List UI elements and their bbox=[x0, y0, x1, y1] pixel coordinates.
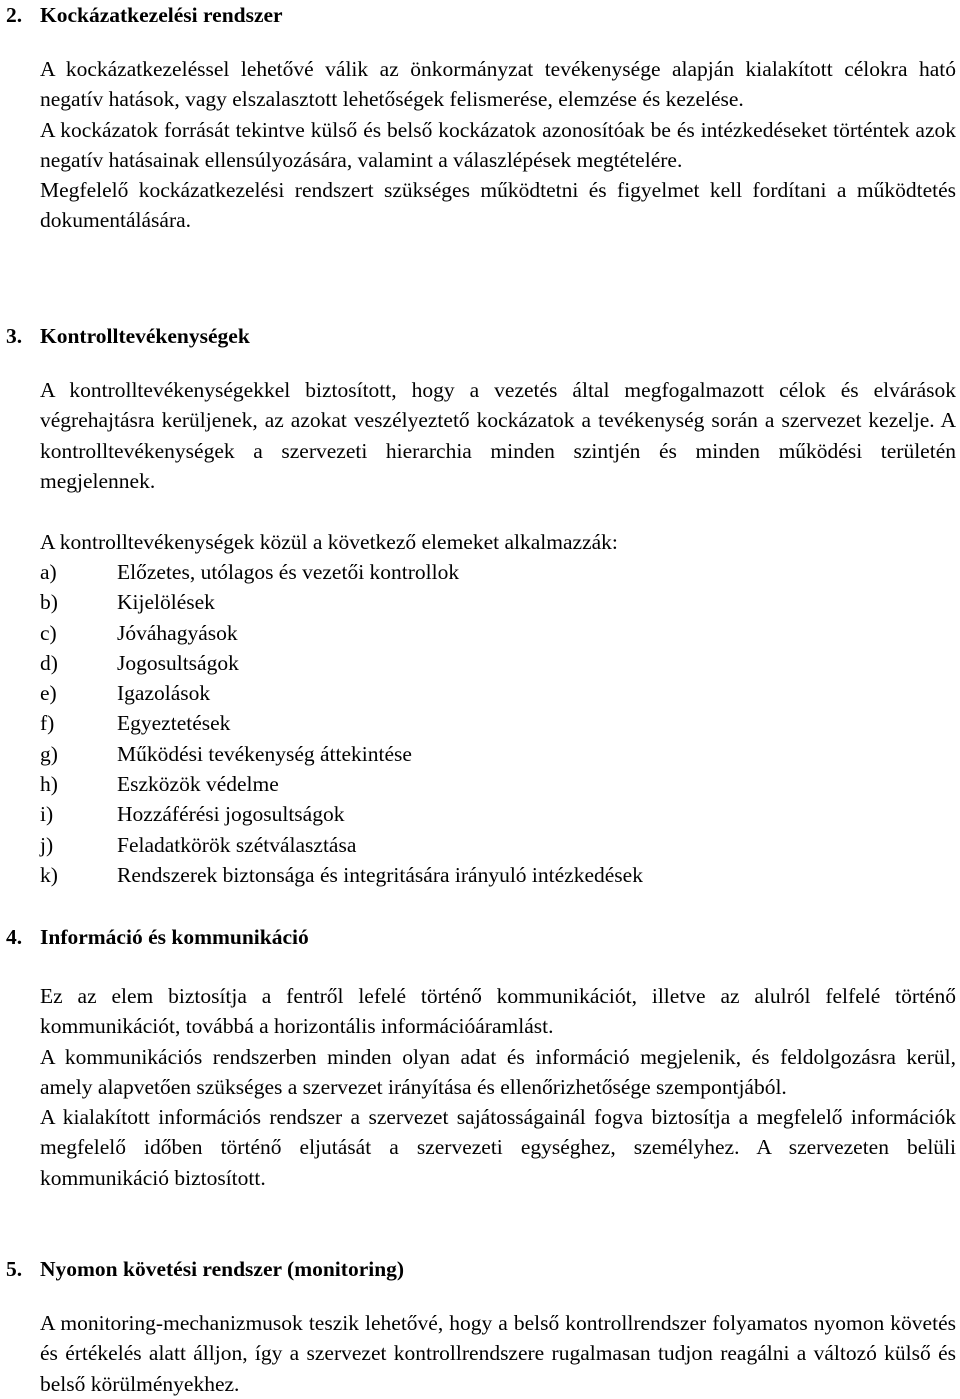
section-2-paragraph-2: A kockázatok forrását tekintve külső és belső kockázatok azonosítóak be és intézkedéseket történtek azok negatív hatásainak ellensúlyozására, valamint a válaszlépések megtételére. bbox=[40, 117, 956, 172]
section-5-title: Nyomon követési rendszer (monitoring) bbox=[40, 1257, 405, 1281]
list-item-text: Eszközök védelme bbox=[117, 772, 279, 797]
section-5-paragraph-1: A monitoring-mechanizmusok teszik lehetővé, hogy a belső kontrollrendszer folyamatos nyomon követés és értékelés alatt álljon, így a szervezet kontrollrendszere rugalmasan tudjon reagálni a változó külső és belső körülményekhez. bbox=[40, 1311, 956, 1396]
list-item-text: Egyeztetések bbox=[117, 711, 231, 736]
list-item-text: Előzetes, utólagos és vezetői kontrollok bbox=[117, 560, 460, 584]
control-activities-list bbox=[40, 557, 940, 890]
list-item bbox=[40, 678, 940, 708]
section-4-paragraph-1: Ez az elem biztosítja a fentről lefelé történő kommunikációt, illetve az alulról felfelé történő kommunikációt, továbbá a horizontális információáramlást. bbox=[40, 984, 956, 1039]
list-marker: b) bbox=[40, 590, 58, 615]
section-2-paragraph-3: Megfelelő kockázatkezelési rendszert szükséges működtetni és figyelmet kell fordítani a működtetés dokumentálására. bbox=[40, 178, 956, 233]
list-marker: c) bbox=[40, 620, 57, 645]
section-2-number: 2. bbox=[6, 3, 23, 27]
list-marker: k) bbox=[40, 862, 58, 887]
section-3-title: Kontrolltevékenységek bbox=[40, 324, 250, 348]
section-3-list-intro-block bbox=[40, 527, 956, 557]
section-2-paragraph-1: A kockázatkezeléssel lehetővé válik az önkormányzat tevékenysége alapján kialakított célokra ható negatív hatások, vagy elszalasztott lehetőségek felismerése, elemzése és kezelése. bbox=[40, 57, 956, 112]
list-item-text: Kijelölések bbox=[117, 590, 215, 615]
list-marker: d) bbox=[40, 650, 58, 675]
section-4-number: 4. bbox=[6, 925, 23, 949]
list-item bbox=[40, 618, 940, 648]
section-2-body bbox=[40, 54, 956, 236]
list-item-text: Hozzáférési jogosultságok bbox=[117, 802, 345, 827]
list-item bbox=[40, 830, 940, 860]
list-item-text: Feladatkörök szétválasztása bbox=[117, 832, 357, 857]
list-item-text: Jogosultságok bbox=[117, 650, 239, 675]
list-item-text: Jóváhagyások bbox=[117, 620, 238, 645]
section-4-paragraph-2: A kommunikációs rendszerben minden olyan adat és információ megjelenik, és feldolgozásra kerül, amely alapvetően szükséges a szervezet irányítása és ellenőrizhetősége szempontjából. bbox=[40, 1044, 956, 1099]
list-item-text: Igazolások bbox=[117, 681, 211, 706]
list-marker: g) bbox=[40, 741, 58, 766]
list-item-text: Működési tevékenység áttekintése bbox=[117, 741, 412, 766]
section-3-body bbox=[40, 375, 956, 496]
list-item bbox=[40, 769, 940, 799]
list-marker: e) bbox=[40, 681, 57, 706]
list-marker: f) bbox=[40, 711, 55, 736]
section-4-paragraph-3: A kialakított információs rendszer a szervezet sajátosságainál fogva biztosítja a megfelelő információk megfelelő időben történő eljutását a szervezeti egységhez, személyhez. A szervezeten belüli kommunikáció biztosított. bbox=[40, 1105, 956, 1190]
section-5-body bbox=[40, 1308, 956, 1399]
section-3-number: 3. bbox=[6, 324, 23, 348]
list-marker: j) bbox=[40, 832, 54, 857]
list-marker: i) bbox=[40, 802, 54, 827]
section-4-body bbox=[40, 981, 956, 1193]
list-item bbox=[40, 648, 940, 678]
section-2-title: Kockázatkezelési rendszer bbox=[40, 3, 283, 27]
section-5-number: 5. bbox=[6, 1257, 23, 1281]
list-item bbox=[40, 860, 940, 890]
section-3-intro: A kontrolltevékenységekkel biztosított, hogy a vezetés által megfogalmazott célok és elvárások végrehajtásra kerüljenek, az azokat veszélyeztető kockázatok a tevékenység során a szervezet kezelje. A kontrolltevékenységek a szervezeti hierarchia minden szintjén és minden működési területén megjelennek. bbox=[40, 378, 956, 493]
list-item bbox=[40, 557, 940, 587]
section-3-list-intro: A kontrolltevékenységek közül a következő elemeket alkalmazzák: bbox=[40, 530, 618, 554]
list-item bbox=[40, 739, 940, 769]
section-4-title: Információ és kommunikáció bbox=[40, 925, 309, 949]
list-item bbox=[40, 587, 940, 617]
list-item-text: Rendszerek biztonsága és integritására irányuló intézkedések bbox=[117, 862, 643, 887]
list-marker: a) bbox=[40, 560, 57, 584]
list-item bbox=[40, 799, 940, 829]
list-marker: h) bbox=[40, 772, 58, 797]
list-item bbox=[40, 708, 940, 738]
